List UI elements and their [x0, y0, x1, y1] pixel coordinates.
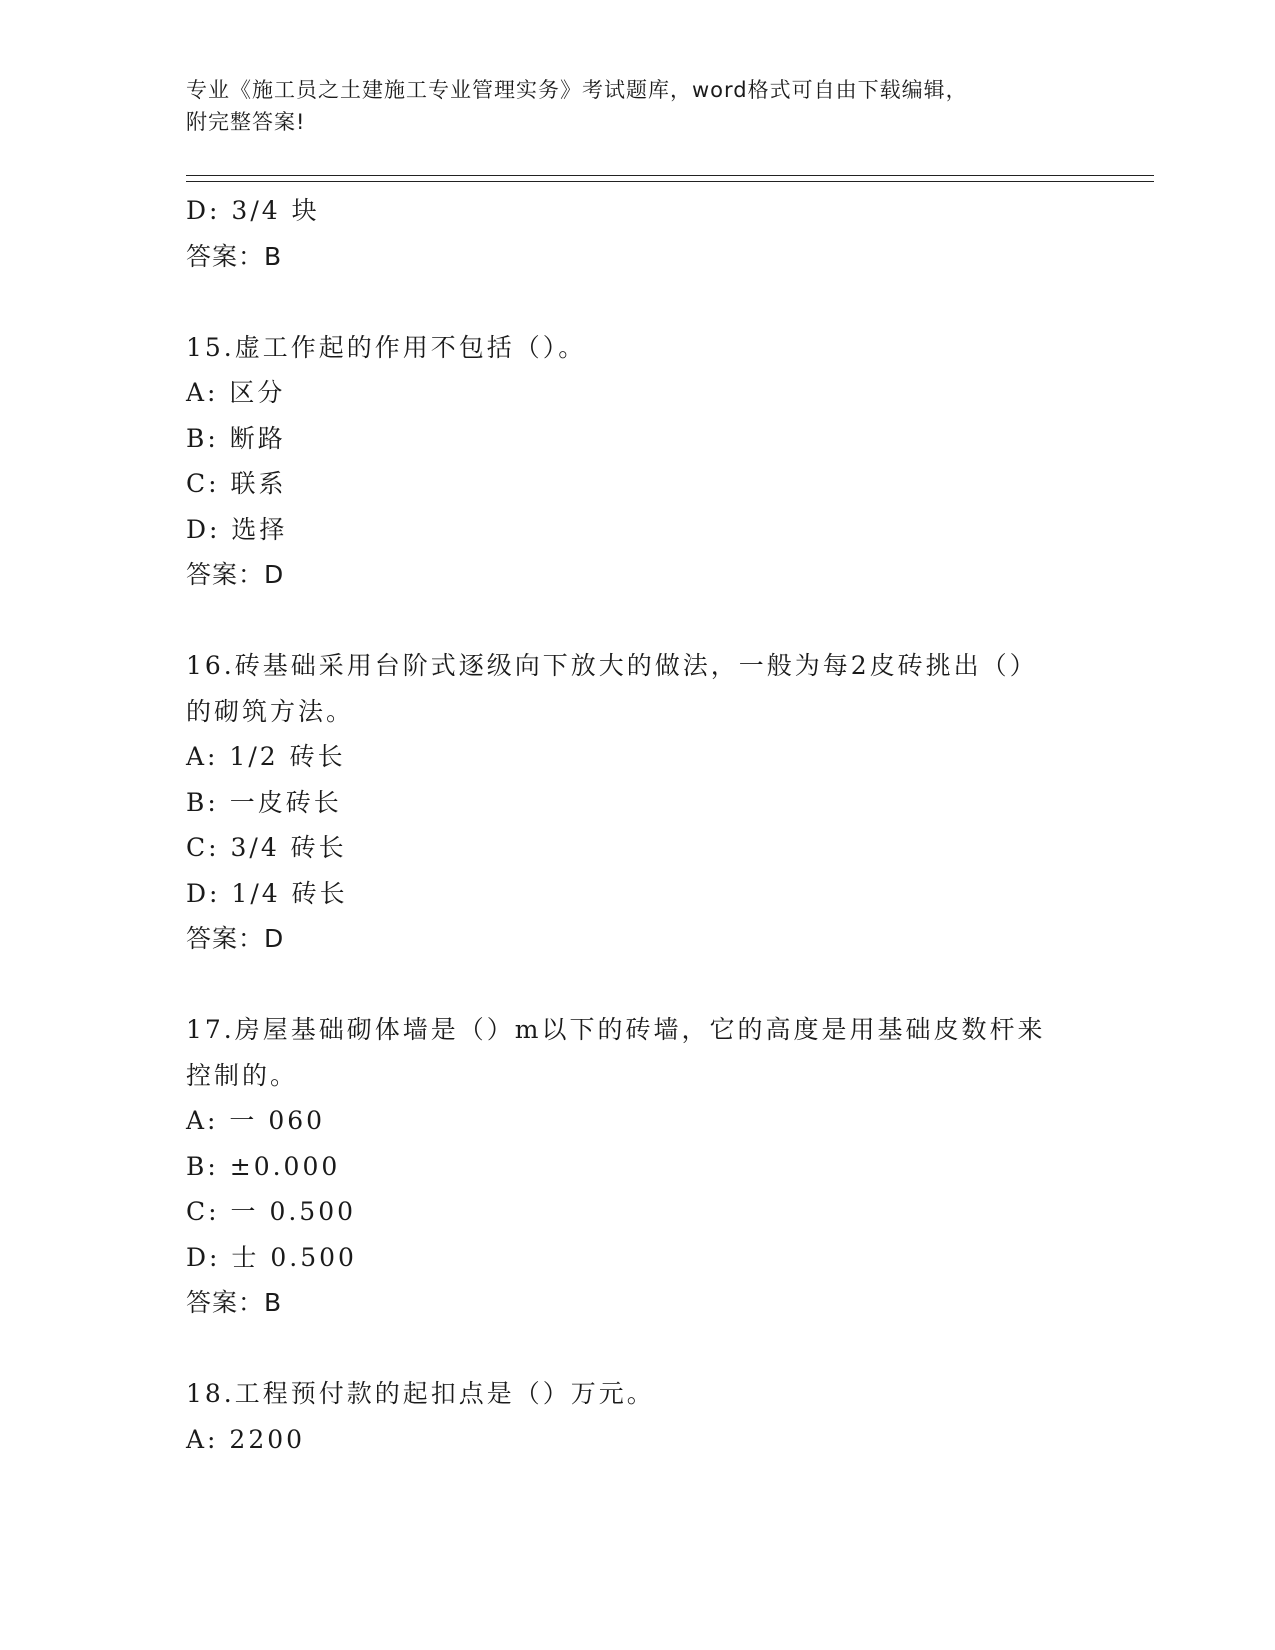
answer-text: 答案：B: [186, 241, 283, 271]
option-text: C: 3/4 砖长: [186, 833, 347, 862]
option-text: B: ±0.000: [186, 1151, 341, 1181]
header-divider-bottom: [186, 181, 1154, 182]
option-text: D: 1/4 砖长: [186, 878, 348, 908]
option-text: D: 士 0.500: [186, 1242, 357, 1272]
answer-text: 答案：D: [186, 924, 285, 953]
option-text: A: 一 060: [186, 1106, 326, 1135]
block-spacer: [186, 1326, 1086, 1372]
option-text: C: 一 0.500: [186, 1197, 357, 1226]
question-text: 18.工程预付款的起扣点是（）万元。: [186, 1379, 655, 1408]
option-text: B: 断路: [186, 423, 286, 453]
option-text: B: 一皮砖长: [186, 787, 342, 817]
option-text: A: 2200: [186, 1424, 306, 1454]
header-line-1: 专业《施工员之土建施工专业管理实务》考试题库，word格式可自由下载编辑，: [186, 78, 968, 102]
option-text: D: 3/4 块: [186, 196, 320, 225]
question-text: 16.砖基础采用台阶式逐级向下放大的做法，一般为每2皮砖挑出（）: [186, 651, 1038, 680]
question-text: 15.虚工作起的作用不包括（）。: [186, 332, 587, 362]
document-header: [186, 74, 1066, 138]
header-line-2: 附完整答案!: [186, 110, 306, 134]
question-text: 的砌筑方法。: [186, 696, 355, 726]
option-text: C: 联系: [186, 469, 287, 498]
answer-text: 答案：B: [186, 1288, 283, 1317]
block-spacer: [186, 962, 1086, 1008]
option-text: A: 1/2 砖长: [186, 742, 346, 771]
header-divider-top: [186, 175, 1154, 176]
question-text: 17.房屋基础砌体墙是（）m以下的砖墙，它的高度是用基础皮数杆来: [186, 1015, 1046, 1044]
block-spacer: [186, 279, 1086, 325]
option-text: D: 选择: [186, 514, 288, 544]
option-text: A: 区分: [186, 378, 286, 407]
question-content: [186, 188, 1086, 1462]
block-spacer: [186, 598, 1086, 644]
answer-text: 答案：D: [186, 560, 285, 589]
question-text: 控制的。: [186, 1060, 299, 1090]
